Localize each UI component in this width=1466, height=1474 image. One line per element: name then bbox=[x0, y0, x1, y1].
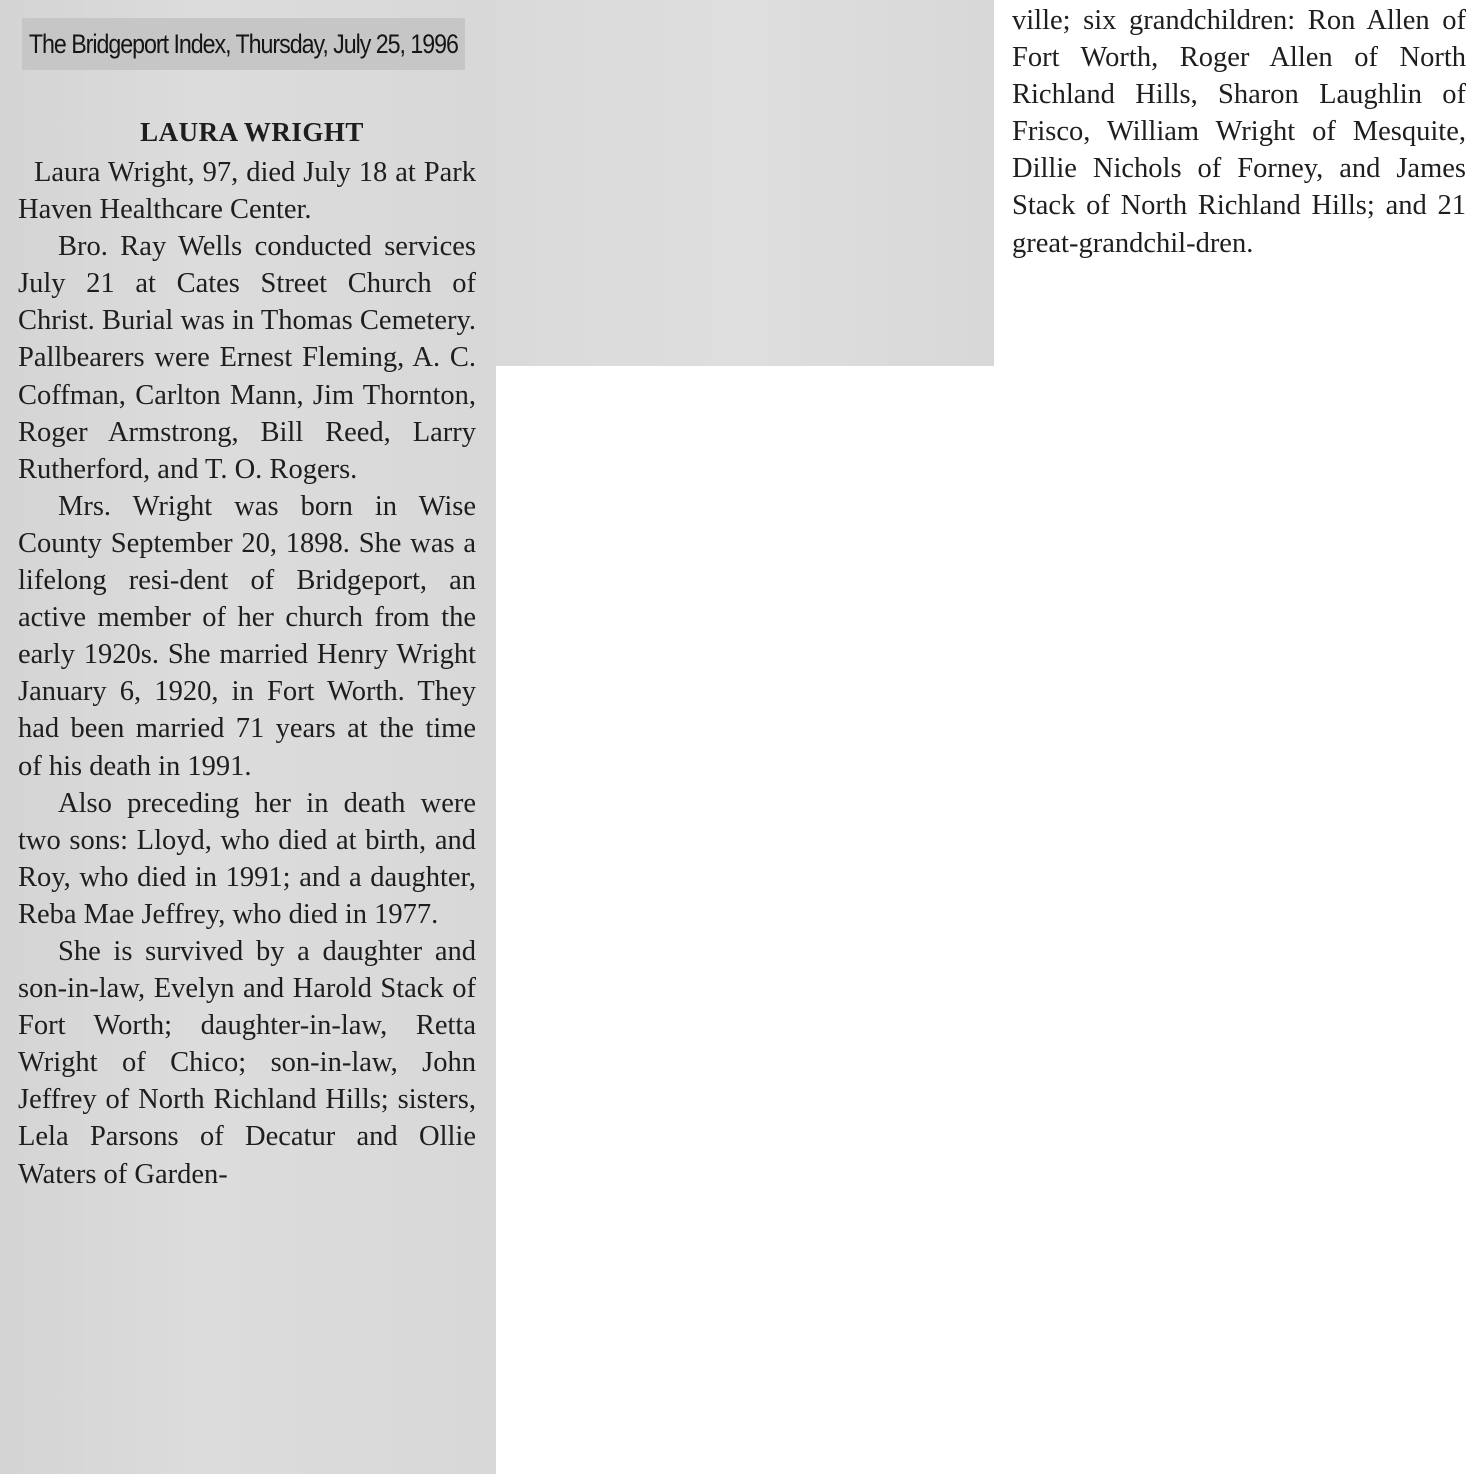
right-column-text bbox=[1012, 2, 1466, 262]
paragraph-services: Bro. Ray Wells conducted services July 21 at Cates Street Church of Christ. Burial was in Thomas Cemetery. Pallbearers were Ernest Fleming, A. C. Coffman, Carlton Mann, Jim Thornton, Roger Armstrong, Bill Reed, Larry Rutherford, and T. O. Rogers. bbox=[18, 231, 476, 485]
paragraph-survivors-continued: ville; six grandchildren: Ron Allen of Fort Worth, Roger Allen of North Richland Hills, Sharon Laughlin of Frisco, William Wright of Mesquite, Dillie Nichols of Forney, and James Stack of North Richland Hills; and 21 great-grandchil-dren. bbox=[1012, 5, 1466, 259]
paragraph-preceded-in-death: Also preceding her in death were two sons: Lloyd, who died at birth, and Roy, who died in 1991; and a daughter, Reba Mae Jeffrey, who died in 1977. bbox=[18, 787, 476, 930]
paragraph-biography: Mrs. Wright was born in Wise County September 20, 1898. She was a lifelong resi-dent of Bridgeport, an active member of her church from the early 1920s. She married Henry Wright January 6, 1920, in Fort Worth. They had been married 71 years at the time of his death in 1991. bbox=[18, 490, 476, 782]
left-column-text bbox=[18, 154, 476, 1193]
paragraph-death-notice: Laura Wright, 97, died July 18 at Park Haven Healthcare Center. bbox=[18, 157, 476, 226]
paragraph-survivors: She is survived by a daughter and son-in-law, Evelyn and Harold Stack of Fort Worth; daughter-in-law, Retta Wright of Chico; son-in-law, John Jeffrey of North Richland Hills; sisters, Lela Parsons of Decatur and Ollie Waters of Garden- bbox=[18, 935, 476, 1190]
newspaper-dateline: The Bridgeport Index, Thursday, July 25, 1996 bbox=[22, 18, 465, 70]
newspaper-clipping-left-column bbox=[0, 0, 496, 1474]
obituary-title: LAURA WRIGHT bbox=[140, 117, 364, 147]
newspaper-clipping-right-column bbox=[496, 0, 1466, 366]
